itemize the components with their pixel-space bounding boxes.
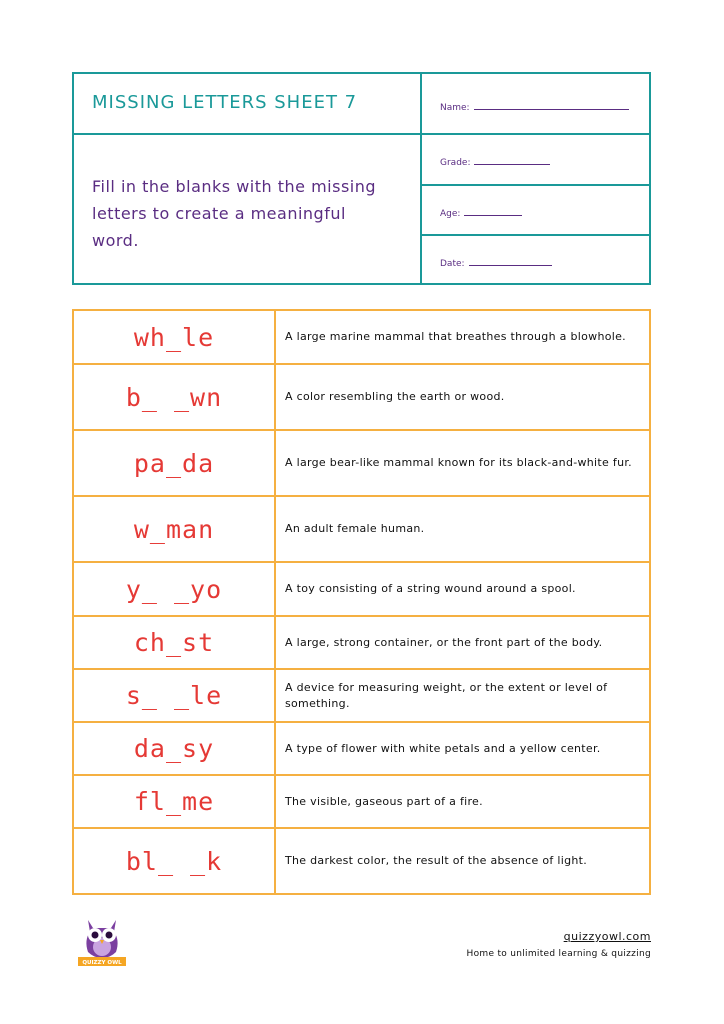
missing-word[interactable]: bl_ _k (125, 846, 223, 876)
missing-word[interactable]: fl_me (133, 787, 215, 816)
table-row (74, 617, 649, 670)
table-row (74, 723, 649, 776)
name-line[interactable] (474, 100, 629, 110)
table-row (74, 497, 649, 563)
title-cell (74, 74, 422, 135)
word-clue: An adult female human. (285, 522, 425, 535)
word-clue: A device for measuring weight, or the extent or level of something. (285, 680, 608, 710)
name-field[interactable] (422, 74, 649, 135)
word-clue: A toy consisting of a string wound around a spool. (285, 582, 576, 595)
date-line[interactable] (469, 256, 552, 266)
table-row (74, 365, 649, 431)
word-clue: The visible, gaseous part of a fire. (285, 794, 483, 808)
grade-line[interactable] (474, 155, 550, 165)
site-link[interactable]: quizzyowl.com (563, 930, 651, 943)
date-label: Date: (440, 259, 465, 269)
worksheet-title: MISSING LETTERS SHEET 7 (92, 92, 358, 113)
word-clue: A large bear-like mammal known for its black-and-white fur. (285, 456, 632, 469)
worksheet-header (72, 72, 651, 285)
missing-letters-table (72, 309, 651, 895)
missing-word[interactable]: w_man (133, 514, 215, 544)
word-clue: A type of flower with white petals and a yellow center. (285, 741, 601, 755)
missing-word[interactable]: y_ _yo (125, 574, 223, 604)
age-line[interactable] (464, 206, 522, 216)
grade-field[interactable] (422, 135, 649, 186)
logo-text: QUIZZY OWL (82, 960, 122, 966)
missing-word[interactable]: s_ _le (125, 681, 223, 710)
word-clue: A large marine mammal that breathes through a blowhole. (285, 330, 626, 343)
table-row (74, 829, 649, 893)
word-clue: A large, strong container, or the front part of the body. (285, 635, 603, 649)
word-clue: The darkest color, the result of the absence of light. (285, 854, 588, 867)
table-row (74, 670, 649, 723)
missing-word[interactable]: pa_da (133, 448, 215, 478)
missing-word[interactable]: wh_le (133, 322, 215, 352)
missing-word[interactable]: da_sy (133, 734, 215, 763)
quizzy-owl-logo (78, 914, 126, 966)
age-field[interactable] (422, 186, 649, 236)
age-label: Age: (440, 209, 461, 219)
date-field[interactable] (422, 236, 649, 283)
site-tagline: Home to unlimited learning & quizzing (466, 949, 651, 959)
instructions-text: Fill in the blanks with the missing letters to create a meaningful word. (92, 177, 377, 250)
table-row (74, 311, 649, 365)
table-row (74, 563, 649, 617)
table-row (74, 431, 649, 497)
instructions-cell (74, 135, 422, 283)
name-label: Name: (440, 103, 470, 113)
missing-word[interactable]: b_ _wn (125, 382, 223, 412)
grade-label: Grade: (440, 158, 471, 168)
missing-word[interactable]: ch_st (133, 628, 215, 657)
word-clue: A color resembling the earth or wood. (285, 390, 505, 403)
table-row (74, 776, 649, 829)
